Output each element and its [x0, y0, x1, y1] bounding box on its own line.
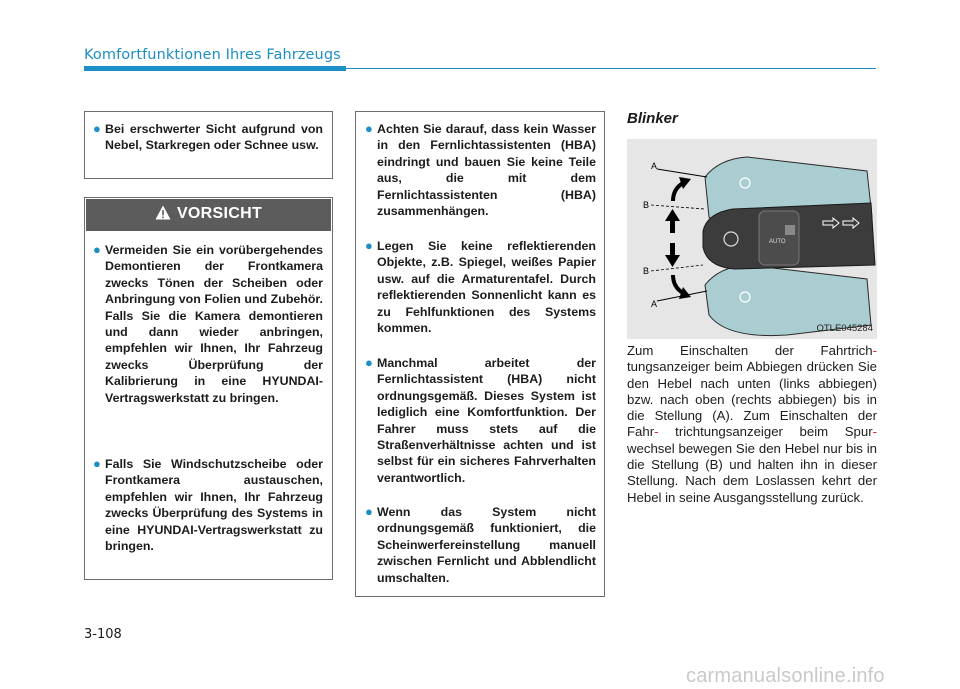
bullet-icon: ● [93, 456, 101, 471]
caution-header [86, 199, 331, 231]
caution-box [84, 197, 333, 580]
section-heading: Blinker [627, 110, 678, 127]
notice-box [355, 111, 605, 597]
warning-triangle-icon [155, 205, 171, 220]
list-item: ● Wenn das System nicht ordnungsgemäß funktioniert, die Scheinwerfereinstellung manuell zwischen Fernlicht und Abblendlicht umschalten. [365, 504, 596, 585]
figure-label-a-bottom: A [651, 299, 658, 309]
turn-signal-figure [627, 139, 877, 339]
auto-switch-label: AUTO [769, 239, 786, 245]
bullet-icon: ● [93, 242, 101, 257]
list-item: ● Achten Sie darauf, dass kein Wasser in den Fernlichtassistenten (HBA) eindringt und bauen Sie keine Teile aus, die mit dem Fernlichtassistenten (HBA) zusammenhängen. [365, 121, 596, 219]
list-item: ● Vermeiden Sie ein vorübergehendes Demontieren der Frontkamera zwecks Tönen der Scheiben oder Anbringung von Folien und Zubehör. Falls Sie die Kamera demontieren und dann wieder anbringen, empfehlen wir Ihnen, Ihr Fahrzeug zwecks Überprüfung der Kalibrierung in eine HYUNDAI-Vertragswerkstatt zu bringen. [93, 242, 323, 405]
list-item: ● Falls Sie Windschutzscheibe oder Frontkamera austauschen, empfehlen wir Ihnen, Ihr Fahrzeug zwecks Überprüfung des Systems in eine HYUNDAI-Vertragswerkstatt zu bringen. [93, 456, 323, 554]
bullet-icon: ● [365, 121, 373, 136]
figure-label-b-top: B [643, 200, 650, 210]
body-paragraph: Zum Einschalten der Fahrtrich- tungsanzeiger beim Abbiegen drücken Sie den Hebel nach unten (links abbiegen) bzw. nach oben (rechts abbiegen) bis in die Stellung (A). Zum Einschalten der Fahr- trichtungsanzeiger beim Spur- wechsel bewegen Sie den Hebel nur bis in die Stellung (B) und halten ihn in dieser Stellung. Nach dem Loslassen kehrt der Hebel in seine Ausgangsstellung zurück. [627, 343, 877, 505]
bullet-icon: ● [365, 355, 373, 370]
bullet-icon: ● [93, 121, 101, 136]
figure-label-b-bottom: B [643, 266, 650, 276]
caution-label: VORSICHT [176, 205, 263, 222]
list-item: ● Manchmal arbeitet der Fernlichtassistent (HBA) nicht ordnungsgemäß. Dieses System ist lediglich eine Komfortfunktion. Der Fahrer muss stets auf die Straßenverhältnisse achten und ist selbst für ein sicheres Fahrverhalten verantwortlich. [365, 355, 596, 485]
list-item: ● Legen Sie keine reflektierenden Objekte, z.B. Spiegel, weißes Papier usw. auf die Armaturentafel. Durch reflektierenden Sonnenlicht kann es zu Fehlfunktionen des Systems kommen. [365, 238, 596, 336]
header-accent-bar [84, 66, 346, 71]
page-number: 3-108 [84, 627, 122, 642]
figure-code: OTLE045284 [816, 323, 873, 334]
watermark: carmanualsonline.info [686, 665, 885, 687]
list-item: ● Bei erschwerter Sicht aufgrund von Nebel, Starkregen oder Schnee usw. [93, 121, 323, 153]
bullet-icon: ● [365, 238, 373, 253]
bullet-icon: ● [365, 504, 373, 519]
turn-signal-lever-illustration [627, 139, 877, 339]
header-rule [346, 68, 876, 69]
section-title: Komfortfunktionen Ihres Fahrzeugs [84, 47, 341, 63]
figure-label-a-top: A [651, 161, 658, 171]
continued-bullet-box [84, 111, 333, 179]
